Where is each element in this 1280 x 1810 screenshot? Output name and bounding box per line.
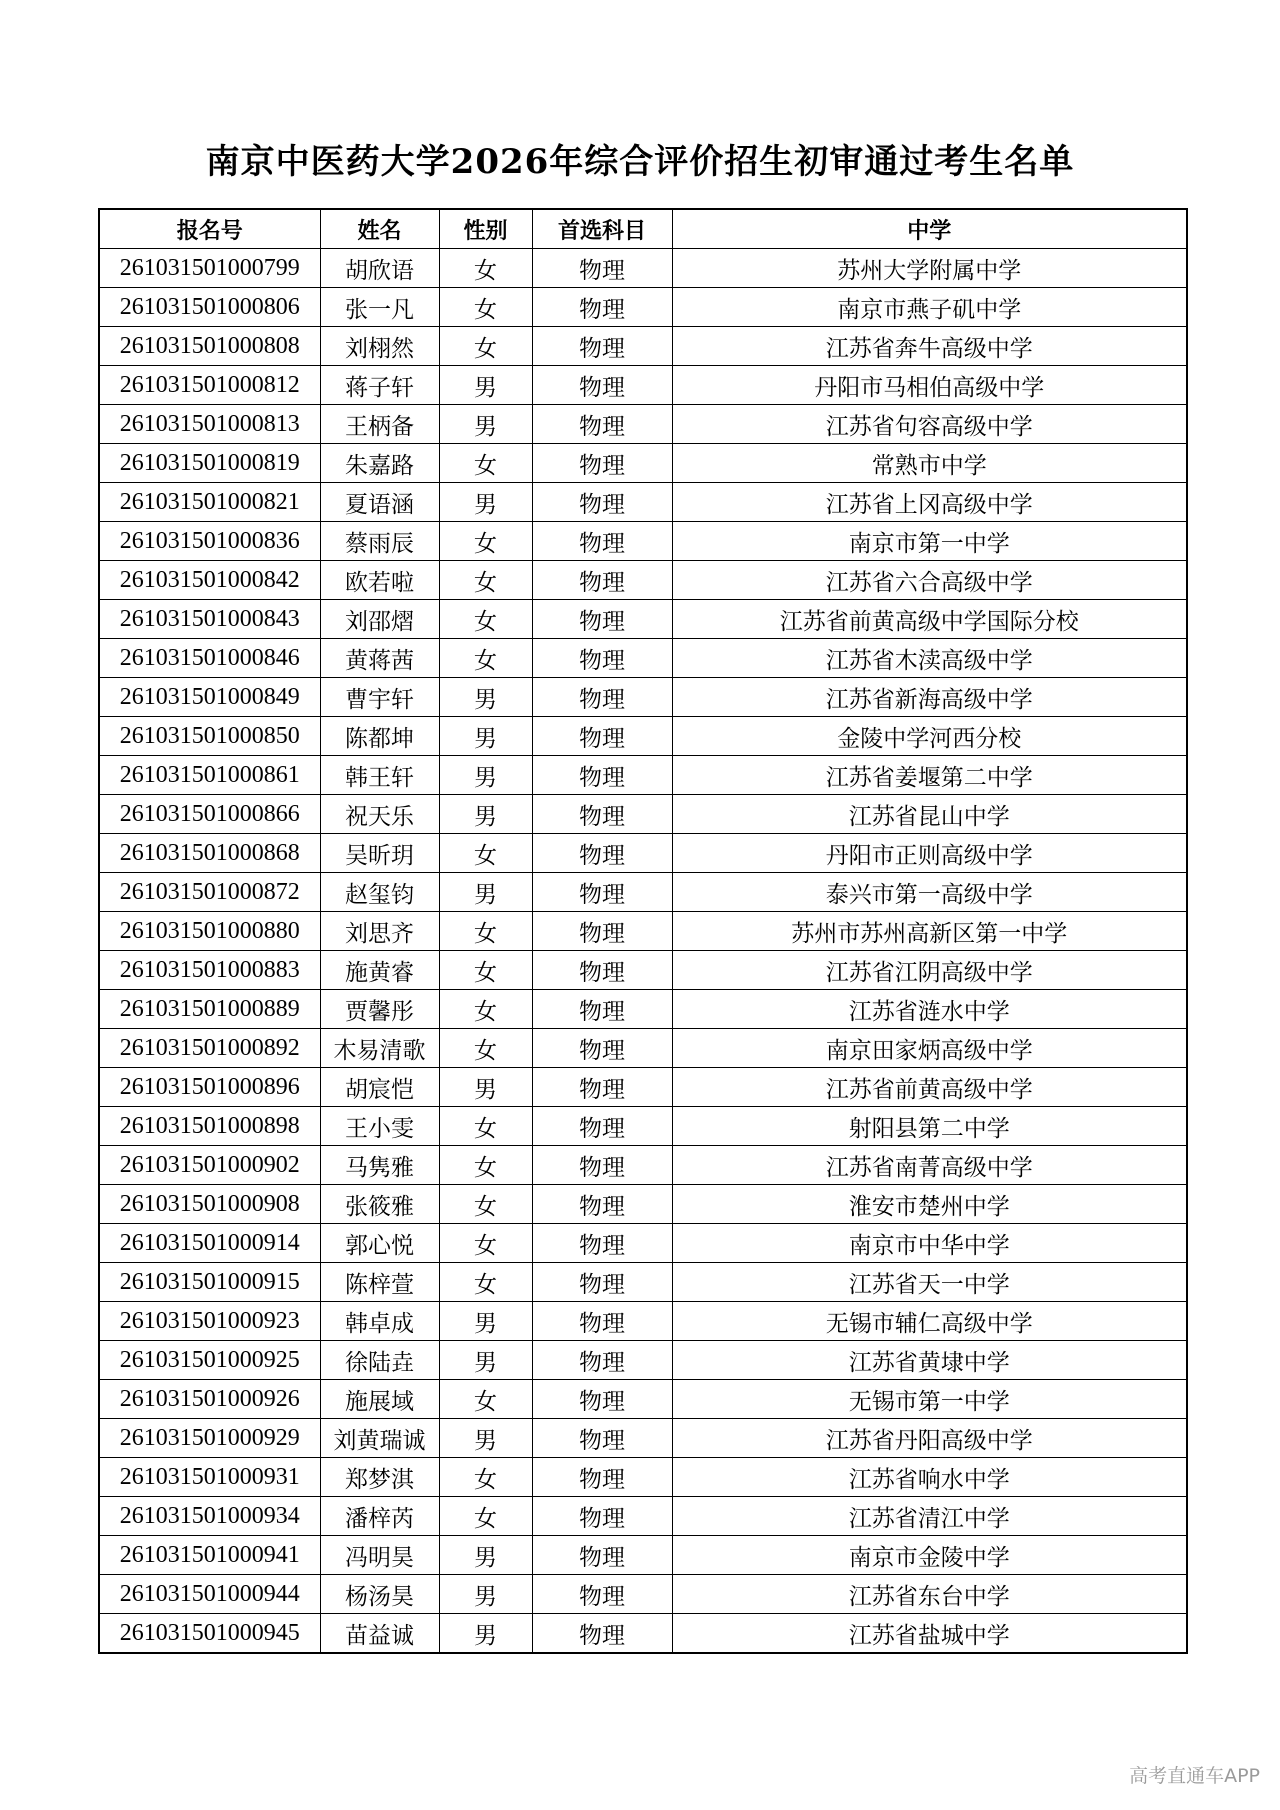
cell-school: 南京市中华中学	[672, 1224, 1187, 1263]
cell-subject: 物理	[532, 795, 672, 834]
table-row	[99, 366, 1187, 405]
cell-id: 261031501000799	[99, 249, 320, 288]
cell-name: 祝天乐	[320, 795, 439, 834]
cell-sex: 女	[439, 288, 532, 327]
table-row	[99, 1068, 1187, 1107]
cell-id: 261031501000915	[99, 1263, 320, 1302]
cell-subject: 物理	[532, 561, 672, 600]
cell-name: 蒋子轩	[320, 366, 439, 405]
cell-subject: 物理	[532, 834, 672, 873]
cell-subject: 物理	[532, 1614, 672, 1654]
table-row	[99, 444, 1187, 483]
cell-id: 261031501000861	[99, 756, 320, 795]
cell-id: 261031501000898	[99, 1107, 320, 1146]
cell-id: 261031501000868	[99, 834, 320, 873]
table-row	[99, 1107, 1187, 1146]
cell-school: 丹阳市正则高级中学	[672, 834, 1187, 873]
table-row	[99, 288, 1187, 327]
cell-subject: 物理	[532, 249, 672, 288]
cell-id: 261031501000923	[99, 1302, 320, 1341]
table-row	[99, 1458, 1187, 1497]
cell-sex: 男	[439, 1068, 532, 1107]
cell-school: 江苏省黄埭中学	[672, 1341, 1187, 1380]
cell-sex: 女	[439, 561, 532, 600]
cell-name: 刘黄瑞诚	[320, 1419, 439, 1458]
cell-name: 徐陆垚	[320, 1341, 439, 1380]
table-row	[99, 756, 1187, 795]
cell-sex: 女	[439, 1146, 532, 1185]
table-row	[99, 1497, 1187, 1536]
table-row	[99, 1536, 1187, 1575]
cell-name: 杨汤昊	[320, 1575, 439, 1614]
cell-sex: 女	[439, 1263, 532, 1302]
cell-name: 韩王轩	[320, 756, 439, 795]
cell-name: 刘栩然	[320, 327, 439, 366]
cell-id: 261031501000896	[99, 1068, 320, 1107]
cell-sex: 女	[439, 834, 532, 873]
cell-school: 丹阳市马相伯高级中学	[672, 366, 1187, 405]
cell-school: 江苏省南菁高级中学	[672, 1146, 1187, 1185]
table-row	[99, 483, 1187, 522]
cell-id: 261031501000866	[99, 795, 320, 834]
cell-school: 江苏省东台中学	[672, 1575, 1187, 1614]
cell-school: 江苏省前黄高级中学国际分校	[672, 600, 1187, 639]
table-row	[99, 795, 1187, 834]
cell-id: 261031501000836	[99, 522, 320, 561]
cell-name: 木易清歌	[320, 1029, 439, 1068]
table-row	[99, 1185, 1187, 1224]
table-row	[99, 600, 1187, 639]
cell-subject: 物理	[532, 1263, 672, 1302]
cell-subject: 物理	[532, 327, 672, 366]
cell-school: 南京市第一中学	[672, 522, 1187, 561]
cell-id: 261031501000842	[99, 561, 320, 600]
cell-id: 261031501000880	[99, 912, 320, 951]
candidate-table	[98, 208, 1188, 1654]
cell-school: 金陵中学河西分校	[672, 717, 1187, 756]
table-row	[99, 327, 1187, 366]
cell-sex: 女	[439, 522, 532, 561]
cell-id: 261031501000846	[99, 639, 320, 678]
cell-school: 江苏省奔牛高级中学	[672, 327, 1187, 366]
cell-sex: 女	[439, 912, 532, 951]
cell-id: 261031501000944	[99, 1575, 320, 1614]
cell-name: 黄蒋茜	[320, 639, 439, 678]
cell-subject: 物理	[532, 1146, 672, 1185]
cell-school: 南京市燕子矶中学	[672, 288, 1187, 327]
cell-name: 陈都坤	[320, 717, 439, 756]
cell-sex: 女	[439, 249, 532, 288]
table-row	[99, 951, 1187, 990]
cell-id: 261031501000945	[99, 1614, 320, 1654]
cell-subject: 物理	[532, 1107, 672, 1146]
table-row	[99, 1614, 1187, 1654]
cell-subject: 物理	[532, 600, 672, 639]
cell-subject: 物理	[532, 1575, 672, 1614]
cell-sex: 男	[439, 1419, 532, 1458]
table-row	[99, 1419, 1187, 1458]
cell-id: 261031501000941	[99, 1536, 320, 1575]
cell-name: 胡欣语	[320, 249, 439, 288]
table-row	[99, 990, 1187, 1029]
cell-name: 陈梓萱	[320, 1263, 439, 1302]
cell-school: 江苏省涟水中学	[672, 990, 1187, 1029]
cell-subject: 物理	[532, 522, 672, 561]
cell-school: 江苏省昆山中学	[672, 795, 1187, 834]
cell-name: 吴昕玥	[320, 834, 439, 873]
cell-id: 261031501000813	[99, 405, 320, 444]
cell-sex: 女	[439, 1458, 532, 1497]
cell-subject: 物理	[532, 1029, 672, 1068]
cell-subject: 物理	[532, 1341, 672, 1380]
cell-school: 苏州大学附属中学	[672, 249, 1187, 288]
cell-subject: 物理	[532, 717, 672, 756]
cell-name: 张筱雅	[320, 1185, 439, 1224]
cell-id: 261031501000812	[99, 366, 320, 405]
cell-name: 郑梦淇	[320, 1458, 439, 1497]
table-row	[99, 405, 1187, 444]
cell-subject: 物理	[532, 483, 672, 522]
cell-sex: 男	[439, 405, 532, 444]
table-row	[99, 1302, 1187, 1341]
cell-school: 南京田家炳高级中学	[672, 1029, 1187, 1068]
cell-name: 潘梓芮	[320, 1497, 439, 1536]
cell-subject: 物理	[532, 756, 672, 795]
cell-name: 施黄睿	[320, 951, 439, 990]
cell-id: 261031501000926	[99, 1380, 320, 1419]
cell-id: 261031501000931	[99, 1458, 320, 1497]
cell-subject: 物理	[532, 405, 672, 444]
cell-sex: 男	[439, 873, 532, 912]
cell-school: 江苏省上冈高级中学	[672, 483, 1187, 522]
cell-school: 江苏省丹阳高级中学	[672, 1419, 1187, 1458]
cell-school: 江苏省清江中学	[672, 1497, 1187, 1536]
cell-subject: 物理	[532, 1536, 672, 1575]
cell-sex: 女	[439, 990, 532, 1029]
cell-subject: 物理	[532, 444, 672, 483]
cell-sex: 女	[439, 639, 532, 678]
header-school: 中学	[672, 209, 1187, 249]
cell-sex: 男	[439, 1614, 532, 1654]
cell-name: 王小雯	[320, 1107, 439, 1146]
cell-sex: 男	[439, 1575, 532, 1614]
cell-sex: 女	[439, 444, 532, 483]
table-row	[99, 1263, 1187, 1302]
page-title: 南京中医药大学2026年综合评价招生初审通过考生名单	[205, 142, 1075, 182]
cell-id: 261031501000849	[99, 678, 320, 717]
cell-name: 曹宇轩	[320, 678, 439, 717]
cell-name: 蔡雨辰	[320, 522, 439, 561]
cell-sex: 女	[439, 1497, 532, 1536]
cell-school: 江苏省六合高级中学	[672, 561, 1187, 600]
cell-id: 261031501000892	[99, 1029, 320, 1068]
cell-name: 韩卓成	[320, 1302, 439, 1341]
cell-subject: 物理	[532, 366, 672, 405]
cell-sex: 男	[439, 483, 532, 522]
cell-sex: 男	[439, 795, 532, 834]
table-row	[99, 873, 1187, 912]
table-row	[99, 522, 1187, 561]
table-row	[99, 1224, 1187, 1263]
cell-subject: 物理	[532, 1068, 672, 1107]
cell-id: 261031501000925	[99, 1341, 320, 1380]
cell-id: 261031501000850	[99, 717, 320, 756]
cell-subject: 物理	[532, 1458, 672, 1497]
cell-id: 261031501000872	[99, 873, 320, 912]
cell-subject: 物理	[532, 990, 672, 1029]
cell-subject: 物理	[532, 1497, 672, 1536]
cell-name: 胡宸恺	[320, 1068, 439, 1107]
table-row	[99, 717, 1187, 756]
cell-sex: 女	[439, 1380, 532, 1419]
cell-name: 刘思齐	[320, 912, 439, 951]
cell-subject: 物理	[532, 1419, 672, 1458]
cell-sex: 男	[439, 1302, 532, 1341]
cell-id: 261031501000908	[99, 1185, 320, 1224]
cell-sex: 女	[439, 1029, 532, 1068]
cell-school: 淮安市楚州中学	[672, 1185, 1187, 1224]
cell-id: 261031501000883	[99, 951, 320, 990]
table-row	[99, 1341, 1187, 1380]
table-row	[99, 561, 1187, 600]
cell-name: 夏语涵	[320, 483, 439, 522]
cell-sex: 男	[439, 678, 532, 717]
cell-subject: 物理	[532, 288, 672, 327]
cell-id: 261031501000889	[99, 990, 320, 1029]
cell-subject: 物理	[532, 951, 672, 990]
table-row	[99, 1380, 1187, 1419]
cell-sex: 男	[439, 366, 532, 405]
cell-id: 261031501000934	[99, 1497, 320, 1536]
cell-sex: 女	[439, 1107, 532, 1146]
cell-sex: 女	[439, 1185, 532, 1224]
cell-id: 261031501000808	[99, 327, 320, 366]
cell-subject: 物理	[532, 1380, 672, 1419]
cell-school: 江苏省新海高级中学	[672, 678, 1187, 717]
watermark: 高考直通车APP	[1129, 1765, 1260, 1787]
cell-sex: 女	[439, 600, 532, 639]
header-sex: 性别	[439, 209, 532, 249]
cell-subject: 物理	[532, 639, 672, 678]
cell-sex: 男	[439, 1341, 532, 1380]
table-row	[99, 912, 1187, 951]
cell-school: 江苏省盐城中学	[672, 1614, 1187, 1654]
cell-school: 江苏省句容高级中学	[672, 405, 1187, 444]
cell-school: 无锡市第一中学	[672, 1380, 1187, 1419]
cell-id: 261031501000819	[99, 444, 320, 483]
cell-id: 261031501000929	[99, 1419, 320, 1458]
cell-id: 261031501000843	[99, 600, 320, 639]
cell-subject: 物理	[532, 1185, 672, 1224]
cell-subject: 物理	[532, 912, 672, 951]
cell-name: 冯明昊	[320, 1536, 439, 1575]
cell-name: 施展域	[320, 1380, 439, 1419]
cell-sex: 女	[439, 1224, 532, 1263]
cell-school: 常熟市中学	[672, 444, 1187, 483]
cell-school: 苏州市苏州高新区第一中学	[672, 912, 1187, 951]
cell-name: 苗益诚	[320, 1614, 439, 1654]
cell-name: 王柄备	[320, 405, 439, 444]
cell-id: 261031501000821	[99, 483, 320, 522]
table-row	[99, 1575, 1187, 1614]
table-body	[99, 249, 1187, 1654]
cell-sex: 男	[439, 717, 532, 756]
cell-school: 江苏省姜堰第二中学	[672, 756, 1187, 795]
cell-school: 南京市金陵中学	[672, 1536, 1187, 1575]
cell-school: 射阳县第二中学	[672, 1107, 1187, 1146]
table-row	[99, 639, 1187, 678]
cell-sex: 女	[439, 951, 532, 990]
table-row	[99, 1029, 1187, 1068]
table-row	[99, 834, 1187, 873]
cell-name: 马隽雅	[320, 1146, 439, 1185]
cell-name: 欧若啦	[320, 561, 439, 600]
cell-subject: 物理	[532, 678, 672, 717]
cell-school: 江苏省响水中学	[672, 1458, 1187, 1497]
header-id: 报名号	[99, 209, 320, 249]
cell-name: 刘邵熠	[320, 600, 439, 639]
cell-subject: 物理	[532, 1224, 672, 1263]
cell-name: 张一凡	[320, 288, 439, 327]
cell-sex: 男	[439, 756, 532, 795]
table-header-row	[99, 209, 1187, 249]
cell-sex: 男	[439, 1536, 532, 1575]
cell-subject: 物理	[532, 873, 672, 912]
table-row	[99, 678, 1187, 717]
cell-school: 江苏省江阴高级中学	[672, 951, 1187, 990]
cell-school: 江苏省木渎高级中学	[672, 639, 1187, 678]
cell-school: 江苏省前黄高级中学	[672, 1068, 1187, 1107]
cell-name: 赵玺钧	[320, 873, 439, 912]
cell-id: 261031501000914	[99, 1224, 320, 1263]
header-subject: 首选科目	[532, 209, 672, 249]
cell-name: 郭心悦	[320, 1224, 439, 1263]
cell-id: 261031501000902	[99, 1146, 320, 1185]
header-name: 姓名	[320, 209, 439, 249]
cell-name: 朱嘉路	[320, 444, 439, 483]
cell-school: 无锡市辅仁高级中学	[672, 1302, 1187, 1341]
table-row	[99, 1146, 1187, 1185]
cell-school: 江苏省天一中学	[672, 1263, 1187, 1302]
cell-name: 贾馨彤	[320, 990, 439, 1029]
table-row	[99, 249, 1187, 288]
cell-school: 泰兴市第一高级中学	[672, 873, 1187, 912]
cell-sex: 女	[439, 327, 532, 366]
cell-subject: 物理	[532, 1302, 672, 1341]
cell-id: 261031501000806	[99, 288, 320, 327]
